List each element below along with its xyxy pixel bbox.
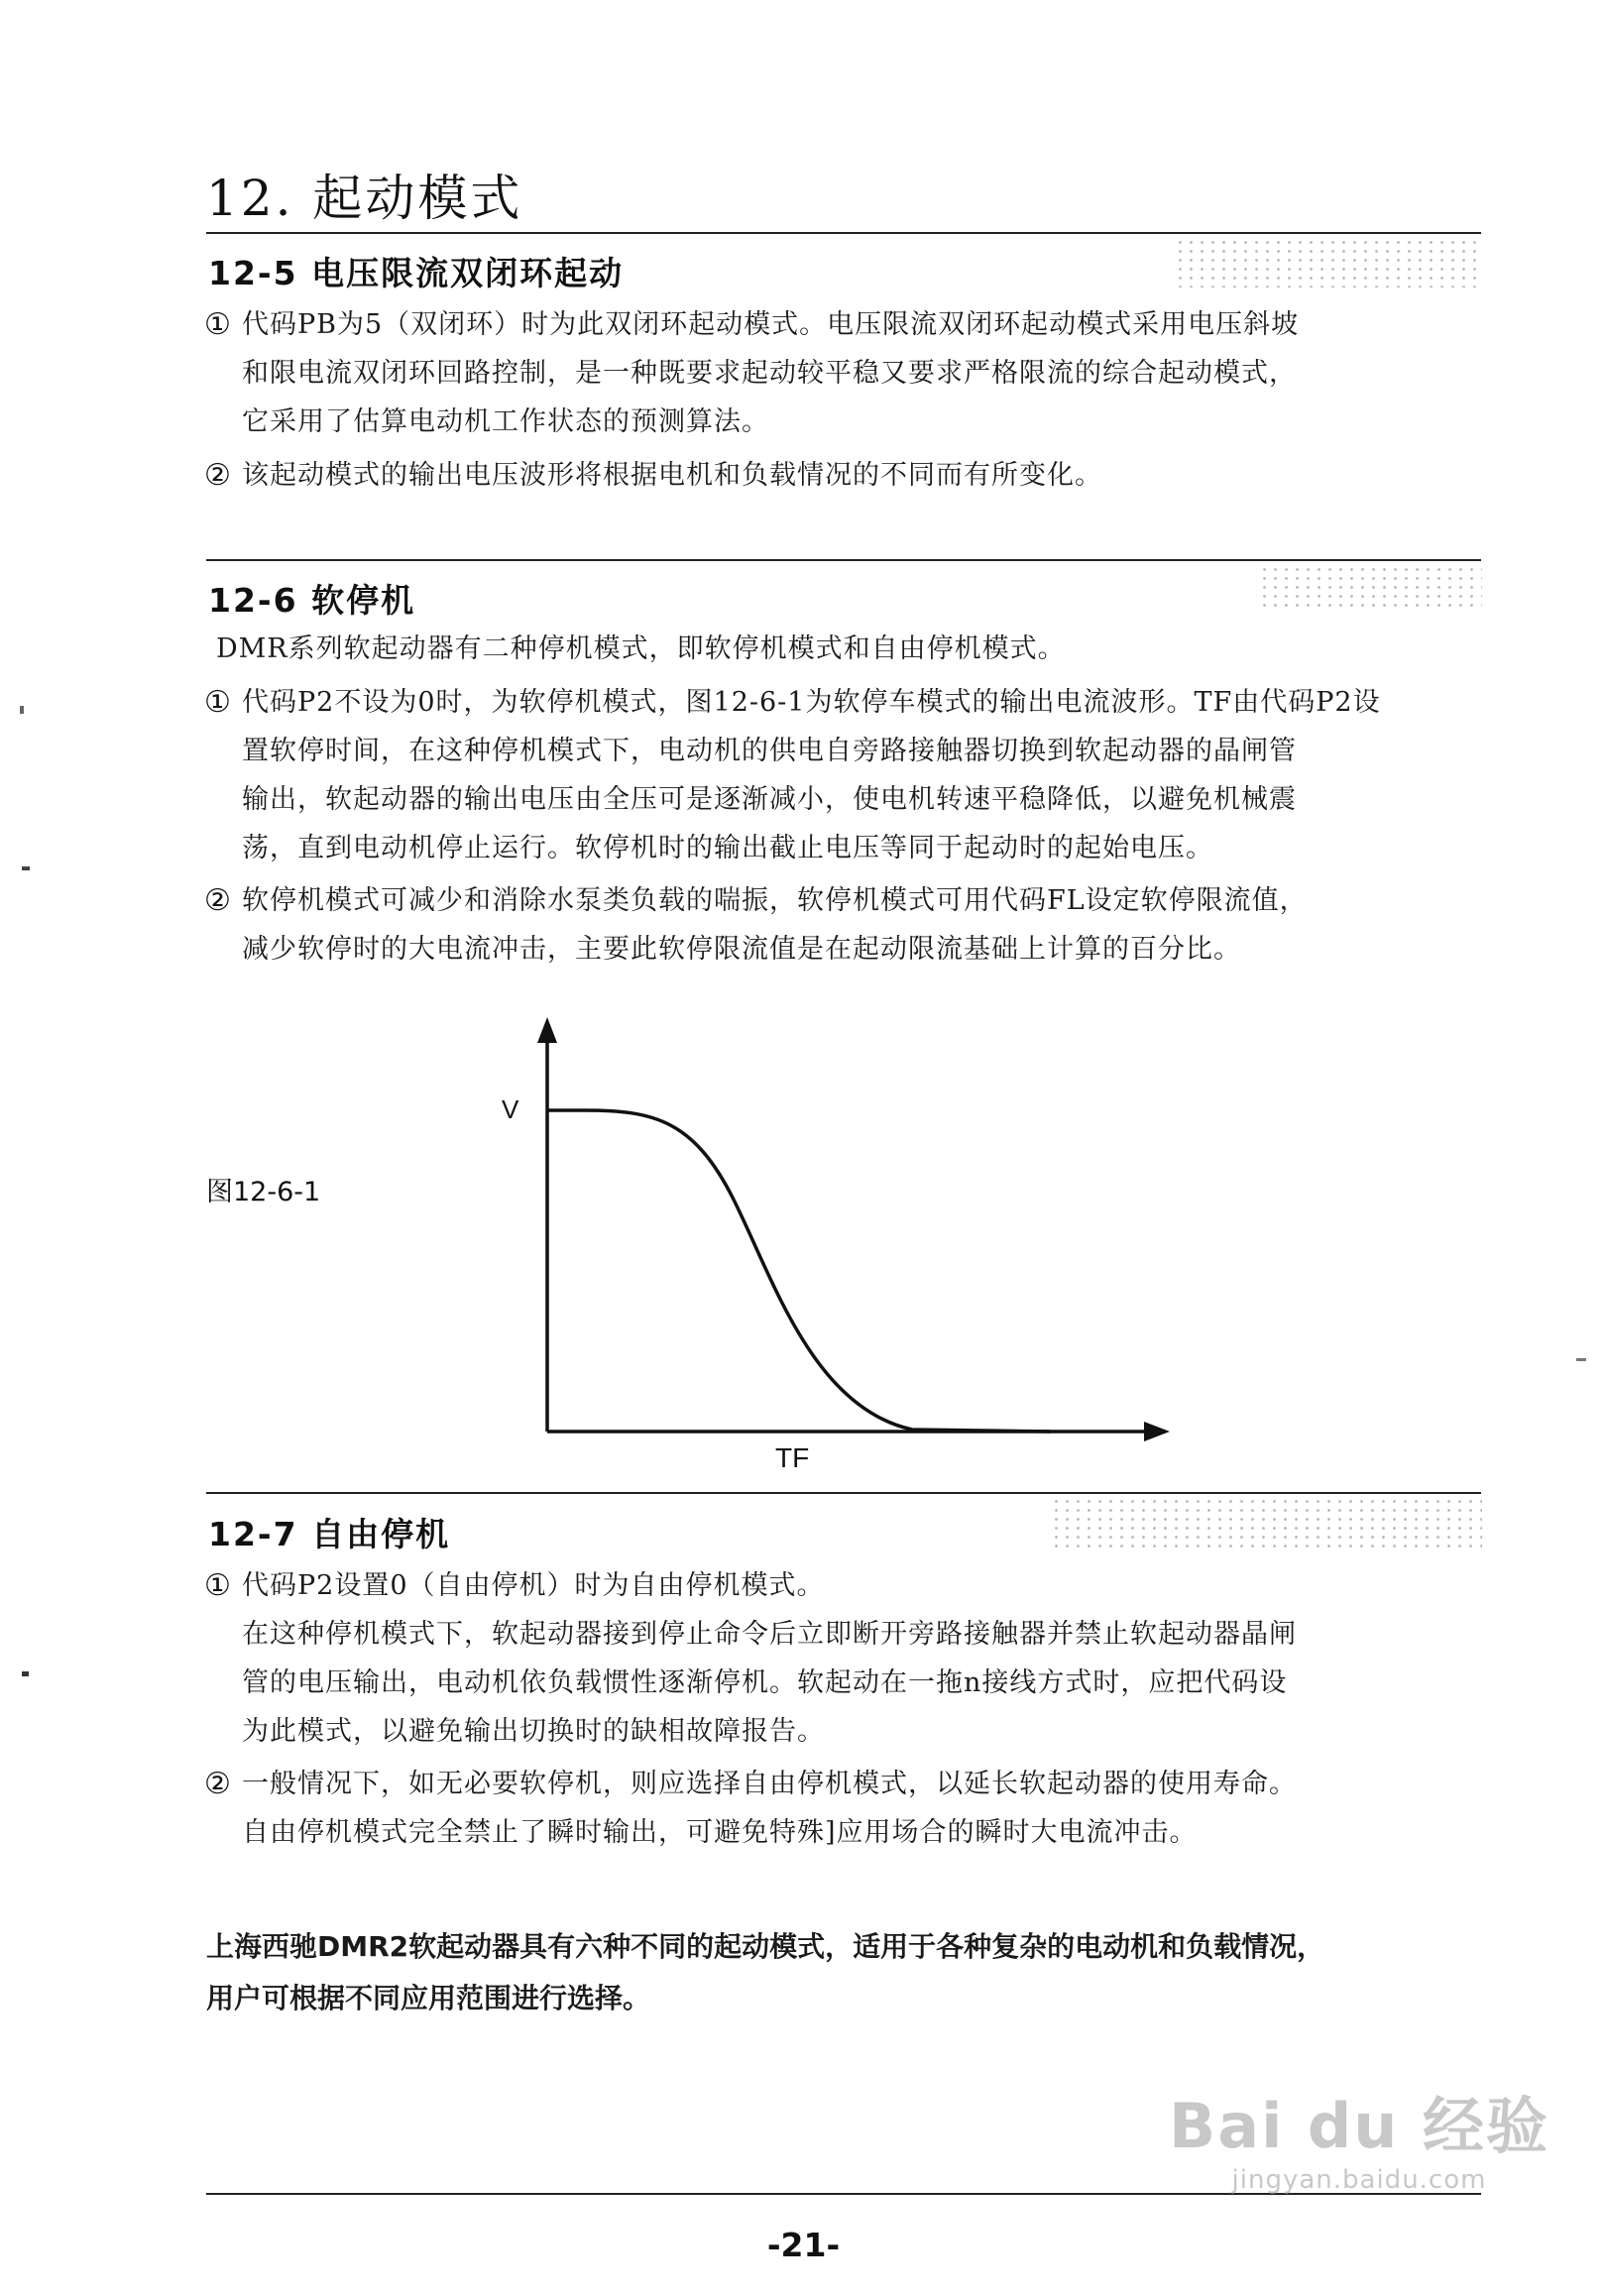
summary-text: [206, 1921, 1324, 2024]
section-heading-12-5: 12-5 电压限流双闭环起动: [208, 254, 625, 292]
scan-noise: [1259, 565, 1482, 609]
text-line: 为此模式，以避免输出切换时的缺相故障报告。: [242, 1716, 825, 1747]
section-heading-12-7: 12-7 自由停机: [208, 1515, 451, 1553]
text-line: 一般情况下，如无必要软停机，则应选择自由停机模式，以延长软起动器的使用寿命。: [242, 1769, 1297, 1799]
scan-speck: [20, 706, 24, 714]
item-marker: ②: [204, 1767, 231, 1801]
divider: [206, 232, 1481, 234]
text-line: 代码P2不设为0时，为软停机模式，图12-6-1为软停车模式的输出电流波形。TF由代码P2设: [242, 687, 1381, 718]
divider: [206, 1492, 1481, 1494]
x-axis-label: TF: [775, 1442, 810, 1467]
text-line: 用户可根据不同应用范围进行选择。: [206, 1982, 651, 2014]
watermark: [1151, 2077, 1567, 2195]
paragraph: [242, 300, 1299, 446]
text-line: 软停机模式可减少和消除水泵类负载的喘振，软停机模式可用代码FL设定软停限流值，: [242, 885, 1308, 916]
text-line: 置软停时间，在这种停机模式下，电动机的供电自旁路接触器切换到软起动器的晶闸管: [242, 736, 1297, 766]
section-heading-12-6: 12-6 软停机: [208, 581, 416, 620]
figure-12-6-1: [496, 1011, 1209, 1467]
y-axis-label: V: [502, 1094, 519, 1124]
item-marker: ①: [204, 1568, 231, 1603]
text-line: 上海西驰DMR2软起动器具有六种不同的起动模式，适用于各种复杂的电动机和负载情况，: [206, 1930, 1325, 1963]
x-axis-arrow: [1144, 1422, 1170, 1441]
figure-label: 图12-6-1: [206, 1177, 321, 1207]
item-marker: ①: [204, 307, 231, 342]
scan-speck: [22, 1671, 29, 1676]
text-line: 代码PB为5（双闭环）时为此双闭环起动模式。电压限流双闭环起动模式采用电压斜坡: [242, 309, 1300, 340]
item-marker: ①: [204, 685, 231, 720]
item-marker: ②: [204, 458, 231, 493]
divider: [206, 559, 1481, 561]
text-line: 在这种停机模式下，软起动器接到停止命令后立即断开旁路接触器并禁止软起动器晶闸: [242, 1619, 1297, 1650]
text-line: 和限电流双闭环回路控制，是一种既要求起动较平稳又要求严格限流的综合起动模式，: [242, 358, 1297, 389]
paragraph: [242, 451, 1102, 500]
chapter-title: 12. 起动模式: [206, 170, 523, 227]
scan-speck: [1576, 1358, 1586, 1361]
scan-noise: [1175, 238, 1482, 287]
y-axis-arrow: [537, 1017, 557, 1043]
text-line: 管的电压输出，电动机依负载惯性逐渐停机。软起动在一拖n接线方式时，应把代码设: [242, 1667, 1288, 1698]
scan-noise: [1051, 1497, 1482, 1549]
paragraph: [242, 678, 1381, 872]
text-line: 减少软停时的大电流冲击，主要此软停限流值是在起动限流基础上计算的百分比。: [242, 934, 1241, 965]
paragraph: [242, 1561, 1297, 1756]
voltage-curve: [547, 1110, 1051, 1432]
watermark-url: jingyan.baidu.com: [1231, 2165, 1487, 2195]
scan-speck: [22, 866, 30, 870]
text-line: 该起动模式的输出电压波形将根据电机和负载情况的不同而有所变化。: [242, 460, 1102, 491]
section-intro: [216, 625, 1066, 673]
paragraph: [242, 876, 1308, 974]
paragraph: [242, 1760, 1297, 1857]
text-line: 荡，直到电动机停止运行。软停机时的输出截止电压等同于起动时的起始电压。: [242, 833, 1213, 863]
page-number: -21-: [766, 2226, 841, 2264]
text-line: DMR系列软起动器有二种停机模式，即软停机模式和自由停机模式。: [216, 633, 1066, 664]
text-line: 它采用了估算电动机工作状态的预测算法。: [242, 406, 769, 437]
watermark-logo: Bai du 经验: [1168, 2090, 1550, 2162]
text-line: 自由停机模式完全禁止了瞬时输出，可避免特殊]应用场合的瞬时大电流冲击。: [242, 1817, 1198, 1848]
text-line: 代码P2设置0（自由停机）时为自由停机模式。: [242, 1570, 825, 1601]
item-marker: ②: [204, 883, 231, 918]
text-line: 输出，软起动器的输出电压由全压可是逐渐减小，使电机转速平稳降低，以避免机械震: [242, 784, 1297, 815]
